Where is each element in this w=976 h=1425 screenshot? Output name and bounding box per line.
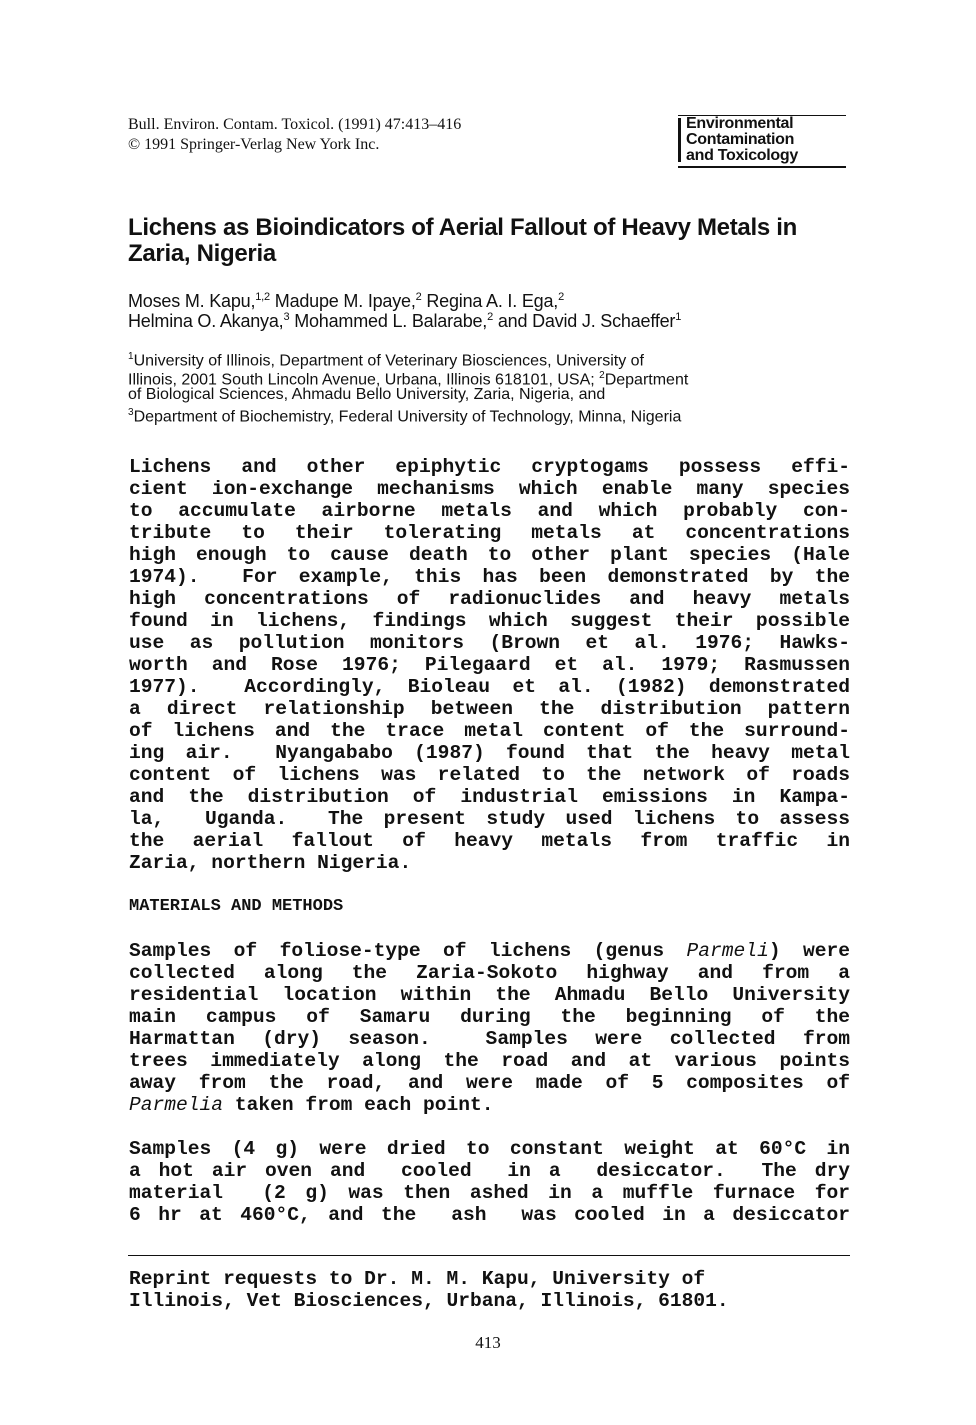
text-span: taken from each point. [223, 1094, 494, 1116]
body-line: to accumulate airborne metals and which probably con- [129, 500, 850, 522]
logo-word: Environmental [686, 115, 794, 132]
body-line: Harmattan (dry) season. Samples were collected from [129, 1028, 850, 1050]
body-line: a hot air oven and cooled in a desiccator. The dry [129, 1160, 850, 1182]
author-sup: 1 [675, 311, 682, 323]
author-name: Regina A. I. Ega, [421, 291, 559, 311]
aff-sup: 2 [599, 370, 605, 381]
body-line: material (2 g) was then ashed in a muffle furnace for [129, 1182, 850, 1204]
body-line: worth and Rose 1976; Pilegaard et al. 1979; Rasmussen [129, 654, 850, 676]
body-line: Samples (4 g) were dried to constant weight at 60°C in [129, 1138, 850, 1160]
body-line: content of lichens was related to the network of roads [129, 764, 850, 786]
section-heading: MATERIALS AND METHODS [129, 897, 344, 916]
body-line: and the distribution of industrial emissions in Kampa- [129, 786, 850, 808]
body-line: ing air. Nyangababo (1987) found that the heavy metal [129, 742, 850, 764]
aff-text: of Biological Sciences, Ahmadu Bello University, Zaria, Nigeria, and [128, 386, 606, 403]
body-line: a direct relationship between the distribution pattern [129, 698, 850, 720]
body-line: 6 hr at 460°C, and the ash was cooled in a desiccator [129, 1204, 850, 1226]
body-line: use as pollution monitors (Brown et al. 1976; Hawks- [129, 632, 850, 654]
aff-text: University of Illinois, Department of Veterinary Biosciences, University of [133, 352, 644, 370]
text-span: ) were [768, 940, 850, 962]
author-sup: 2 [415, 291, 422, 303]
body-line: high enough to cause death to other plant species (Hale [129, 544, 850, 566]
journal-logo [678, 115, 846, 168]
genus-name: Parmelia [129, 1094, 224, 1116]
aff-sup: 3 [128, 407, 134, 418]
body-line: high concentrations of radionuclides and heavy metals [129, 588, 850, 610]
body-line: Lichens and other epiphytic cryptogams possess effi- [129, 456, 850, 478]
body-line: Zaria, northern Nigeria. [129, 852, 412, 874]
body-line: found in lichens, findings which suggest their possible [129, 610, 850, 632]
citation-line: Bull. Environ. Contam. Toxicol. (1991) 47:413–416 [128, 116, 462, 133]
body-line: 1974). For example, this has been demonstrated by the [129, 566, 850, 588]
body-line: main campus of Samaru during the beginning of the [129, 1006, 850, 1028]
author-sup: 2 [487, 311, 494, 323]
footnote-line: Reprint requests to Dr. M. M. Kapu, University of [129, 1268, 706, 1290]
author-name: Madupe M. Ipaye, [269, 291, 416, 311]
footnote-line: Illinois, Vet Biosciences, Urbana, Illinois, 61801. [129, 1290, 729, 1312]
body-line: residential location within the Ahmadu Bello University [129, 984, 850, 1006]
author-name: Helmina O. Akanya, [128, 311, 284, 331]
author-name: Mohammed L. Balarabe, [289, 311, 488, 331]
author-line [128, 307, 681, 331]
author-sup: 1,2 [255, 291, 270, 303]
affiliation-line [128, 386, 605, 405]
body-line: of lichens and the trace metal content of the surround- [129, 720, 850, 742]
body-line [129, 940, 850, 962]
logo-bottom-rule [678, 166, 846, 168]
logo-word: Contamination [686, 131, 795, 148]
footnote-rule [128, 1255, 850, 1256]
article-title: Lichens as Bioindicators of Aerial Fallout of Heavy Metals in Zaria, Nigeria [128, 214, 797, 267]
body-line: collected along the Zaria-Sokoto highway and from a [129, 962, 850, 984]
body-line: the aerial fallout of heavy metals from traffic in [129, 830, 850, 852]
author-sup: 3 [283, 311, 290, 323]
page-number: 413 [475, 1333, 501, 1352]
citation [128, 115, 461, 155]
logo-word: and Toxicology [686, 147, 798, 164]
body-line: 1977). Accordingly, Bioleau et al. (1982) demonstrated [129, 676, 850, 698]
aff-text: Department of Biochemistry, Federal University of Technology, Minna, Nigeria [133, 408, 682, 426]
citation-line: © 1991 Springer-Verlag New York Inc. [128, 136, 380, 153]
author-name: and David J. Schaeffer [493, 311, 676, 331]
aff-text: Department [604, 371, 689, 389]
body-line: la, Uganda. The present study used lichens to assess [129, 808, 850, 830]
body-line: tribute to their tolerating metals at concentrations [129, 522, 850, 544]
body-line [129, 1094, 850, 1116]
genus-name: Parmeli [686, 940, 769, 962]
affiliation-line [128, 404, 681, 427]
author-name: Moses M. Kapu, [128, 291, 256, 311]
body-line: away from the road, and were made of 5 composites of [129, 1072, 850, 1094]
body-line: cient ion-exchange mechanisms which enable many species [129, 478, 850, 500]
body-line: trees immediately along the road and at various points [129, 1050, 850, 1072]
author-sup: 2 [558, 291, 564, 303]
text-span: Samples of foliose-type of lichens (genus [129, 940, 687, 962]
aff-sup: 1 [128, 351, 134, 362]
aff-text: Illinois, 2001 South Lincoln Avenue, Urbana, Illinois 618101, USA; [128, 371, 600, 389]
